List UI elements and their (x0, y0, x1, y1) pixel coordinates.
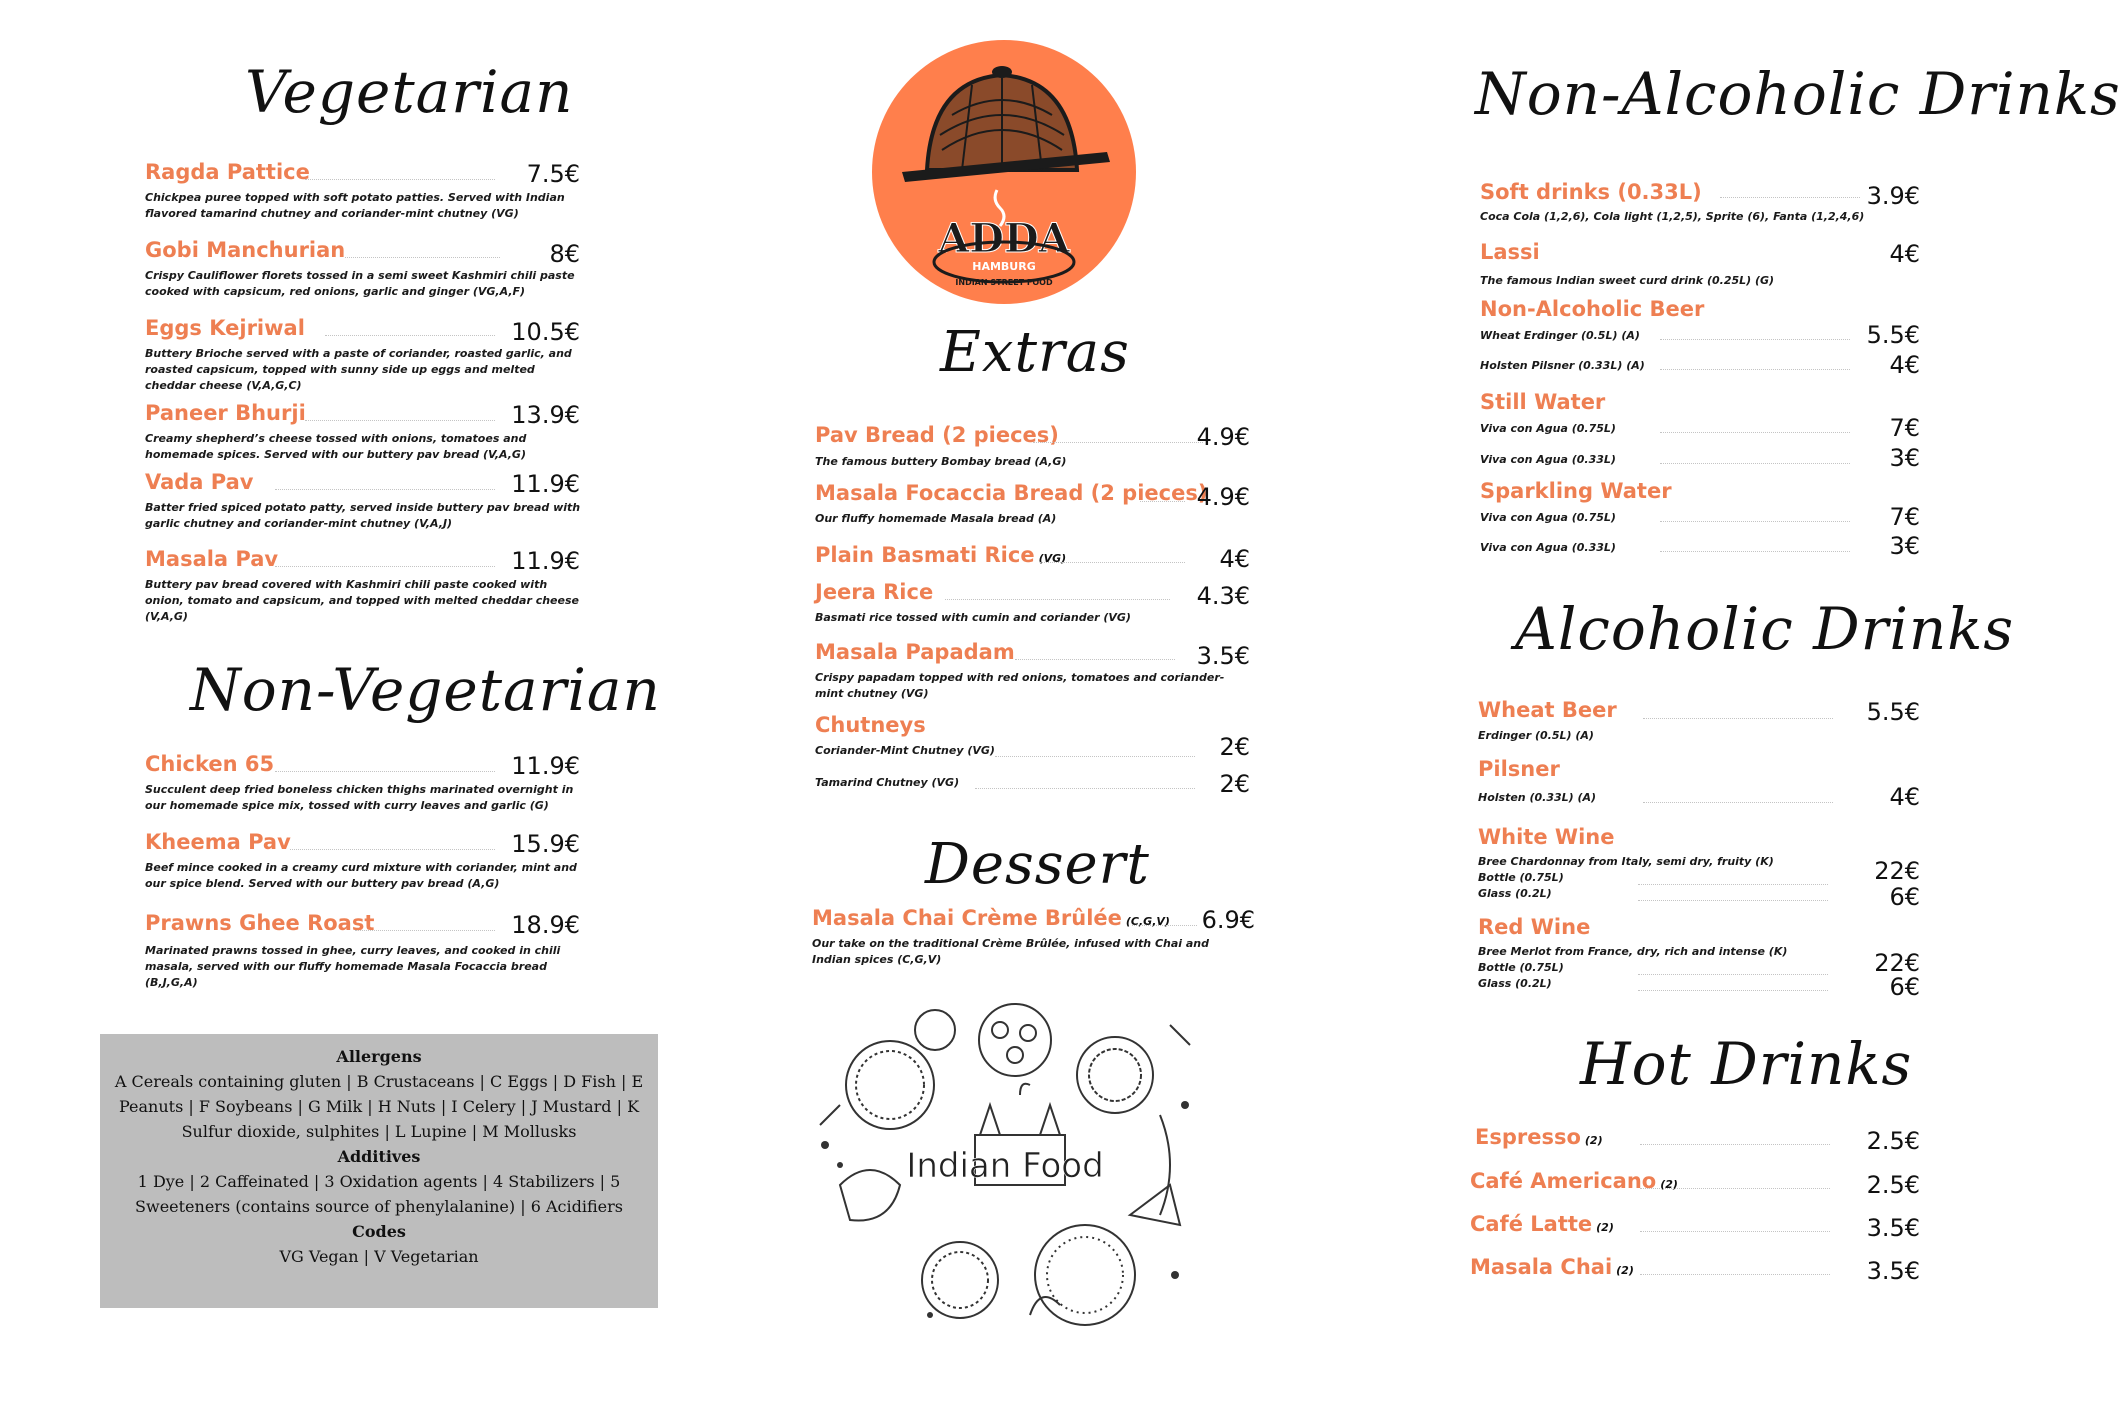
item-price: 3.5€ (1196, 642, 1250, 670)
item-description: Batter fried spiced potato patty, served inside buttery pav bread with garlic chutney and coriander-mint chutney (V,A,J) (145, 501, 581, 530)
item-name: Masala Chai (2) (1470, 1255, 1634, 1279)
item-description: Succulent deep fried boneless chicken thighs marinated overnight in our homemade spice mix, tossed with curry leaves and garlic (G) (145, 783, 574, 812)
additives-list: 1 Dye | 2 Caffeinated | 3 Oxidation agents | 4 Stabilizers | 5 Sweeteners (contains source of phenylalanine) | 6 Acidifiers (135, 1172, 623, 1216)
leader-dots (305, 179, 495, 180)
item-name: Prawns Ghee Roast (145, 911, 375, 935)
codes-list: VG Vegan | V Vegetarian (279, 1247, 479, 1266)
item-description: Bree Merlot from France, dry, rich and intense (K) (1478, 945, 1788, 958)
item-name: Masala Pav (145, 547, 279, 571)
item-name: Wheat Beer (1478, 698, 1617, 722)
item-name: Ragda Pattice (145, 160, 310, 184)
allergens-title: Allergens (336, 1047, 422, 1066)
item-description: Holsten (0.33L) (A) (1478, 791, 1597, 804)
svg-text:Indian Food: Indian Food (906, 1146, 1104, 1186)
wine-glass-label: Glass (0.2L) (1478, 887, 1552, 900)
food-wreath-icon (780, 985, 1230, 1340)
chutney-label: Coriander-Mint Chutney (VG) (815, 744, 995, 757)
section-title-alcoholic: Alcoholic Drinks (1515, 595, 2015, 663)
item-description: Beef mince cooked in a creamy curd mixture with coriander, mint and our spice blend. Served with our buttery pav bread (A,G) (145, 861, 577, 890)
leader-dots (275, 489, 495, 490)
item-price: 3.5€ (1866, 1214, 1920, 1242)
item-price: 4.9€ (1196, 423, 1250, 451)
section-title-extras: Extras (940, 320, 1130, 385)
item-name: Gobi Manchurian (145, 238, 346, 262)
item-price: 6€ (1889, 883, 1920, 911)
item-price: 3.9€ (1866, 182, 1920, 210)
additives-title: Additives (337, 1147, 421, 1166)
item-name: Espresso (2) (1475, 1125, 1603, 1149)
item-name: Sparkling Water (1480, 479, 1672, 503)
item-description: Erdinger (0.5L) (A) (1478, 729, 1594, 742)
item-price: 2.5€ (1866, 1171, 1920, 1199)
leader-dots (1640, 1231, 1830, 1232)
item-price: 4€ (1889, 240, 1920, 268)
leader-dots (1040, 562, 1185, 563)
wine-bottle-label: Bottle (0.75L) (1478, 961, 1564, 974)
leader-dots (1640, 1274, 1830, 1275)
item-description: Crispy Cauliflower florets tossed in a semi sweet Kashmiri chili paste cooked with capsicum, red onions, garlic and ginger (VG,A,F) (145, 269, 575, 298)
item-name: Kheema Pav (145, 830, 291, 854)
item-description: Coca Cola (1,2,6), Cola light (1,2,5), Sprite (6), Fanta (1,2,4,6) (1480, 210, 1865, 223)
item-price: 13.9€ (511, 401, 580, 429)
item-description: Buttery pav bread covered with Kashmiri chili paste cooked with onion, tomato and capsicum, and topped with melted cheddar cheese (V,A,G) (145, 578, 579, 623)
item-price: 15.9€ (511, 830, 580, 858)
section-title-vegetarian: Vegetarian (245, 58, 574, 126)
leader-dots (1140, 501, 1185, 502)
item-name: Masala Chai Crème Brûlée (C,G,V) (812, 906, 1170, 930)
codes-title: Codes (352, 1222, 406, 1241)
item-price: 7.5€ (526, 160, 580, 188)
item-price: 3.5€ (1866, 1257, 1920, 1285)
item-name: Chicken 65 (145, 752, 275, 776)
item-name: Café Latte (2) (1470, 1212, 1614, 1236)
drink-option: Viva con Agua (0.33L) (1480, 541, 1616, 554)
item-price: 11.9€ (511, 470, 580, 498)
item-price: 22€ (1874, 857, 1920, 885)
leader-dots (1660, 551, 1850, 552)
item-name: Pav Bread (2 pieces) (815, 423, 1059, 447)
leader-dots (1638, 974, 1828, 975)
item-name: Masala Papadam (815, 640, 1015, 664)
drink-option: Holsten Pilsner (0.33L) (A) (1480, 359, 1645, 372)
allergens-box (100, 1034, 658, 1308)
leader-dots (1660, 521, 1850, 522)
leader-dots (275, 771, 495, 772)
leader-dots (1643, 718, 1833, 719)
restaurant-logo (872, 40, 1136, 304)
item-price: 8€ (549, 240, 580, 268)
leader-dots (1660, 432, 1850, 433)
svg-text:ADDA: ADDA (938, 215, 1070, 262)
svg-text:INDIAN STREET FOOD: INDIAN STREET FOOD (955, 278, 1053, 287)
item-name: Pilsner (1478, 757, 1560, 781)
svg-text:HAMBURG: HAMBURG (972, 260, 1036, 273)
allergens-list: A Cereals containing gluten | B Crustaceans | C Eggs | D Fish | E Peanuts | F Soybeans | G Milk | H Nuts | I Celery | J Mustard | K Sulfur dioxide, sulphites | L Lupine | M Mollusks (114, 1072, 644, 1141)
leader-dots (1660, 463, 1850, 464)
item-name: Plain Basmati Rice (VG) (815, 543, 1067, 567)
item-name: Vada Pav (145, 470, 254, 494)
wine-bottle-label: Bottle (0.75L) (1478, 871, 1564, 884)
leader-dots (1720, 197, 1860, 198)
leader-dots (995, 756, 1195, 757)
leader-dots (1643, 802, 1833, 803)
leader-dots (1660, 369, 1850, 370)
item-price: 6.9€ (1201, 906, 1255, 934)
item-description: Our fluffy homemade Masala bread (A) (815, 512, 1057, 525)
item-price: 2€ (1219, 770, 1250, 798)
drink-option: Viva con Agua (0.33L) (1480, 453, 1616, 466)
item-price: 11.9€ (511, 752, 580, 780)
chutney-label: Tamarind Chutney (VG) (815, 776, 960, 789)
item-price: 4€ (1889, 783, 1920, 811)
section-title-hot-drinks: Hot Drinks (1580, 1030, 1913, 1098)
leader-dots (355, 930, 495, 931)
item-name: Non-Alcoholic Beer (1480, 297, 1705, 321)
item-price: 22€ (1874, 949, 1920, 977)
section-title-non-alcoholic: Non-Alcoholic Drinks (1475, 60, 2121, 128)
item-price: 7€ (1889, 503, 1920, 531)
item-price: 6€ (1889, 973, 1920, 1001)
item-price: 4€ (1889, 351, 1920, 379)
leader-dots (1640, 1144, 1830, 1145)
leader-dots (1638, 900, 1828, 901)
item-description: Bree Chardonnay from Italy, semi dry, fruity (K) (1478, 855, 1774, 868)
item-description: Our take on the traditional Crème Brûlée, infused with Chai and Indian spices (C,G,V) (812, 937, 1210, 966)
item-description: Basmati rice tossed with cumin and coriander (VG) (815, 611, 1131, 624)
item-price: 3€ (1889, 532, 1920, 560)
section-title-non-vegetarian: Non-Vegetarian (190, 656, 661, 724)
item-price: 2.5€ (1866, 1127, 1920, 1155)
leader-dots (1132, 925, 1197, 926)
leader-dots (975, 788, 1195, 789)
section-title-dessert: Dessert (925, 832, 1150, 897)
item-name: White Wine (1478, 825, 1615, 849)
item-price: 7€ (1889, 414, 1920, 442)
indian-food-illustration (780, 985, 1230, 1340)
wine-glass-label: Glass (0.2L) (1478, 977, 1552, 990)
leader-dots (1638, 990, 1828, 991)
item-price: 5.5€ (1866, 698, 1920, 726)
item-price: 5.5€ (1866, 321, 1920, 349)
item-description: Buttery Brioche served with a paste of coriander, roasted garlic, and roasted capsicum, topped with sunny side up eggs and melted cheddar cheese (V,A,G,C) (145, 347, 572, 392)
item-price: 4€ (1219, 545, 1250, 573)
leader-dots (275, 566, 495, 567)
leader-dots (1033, 442, 1203, 443)
leader-dots (1640, 1188, 1830, 1189)
item-name: Soft drinks (0.33L) (1480, 180, 1702, 204)
leader-dots (345, 257, 500, 258)
item-description: Crispy papadam topped with red onions, tomatoes and coriander-mint chutney (VG) (815, 671, 1225, 700)
item-price: 4.9€ (1196, 483, 1250, 511)
item-name: Still Water (1480, 390, 1606, 414)
item-description: Creamy shepherd’s cheese tossed with onions, tomatoes and homemade spices. Served with our buttery pav bread (V,A,G) (145, 432, 527, 461)
item-description: The famous buttery Bombay bread (A,G) (815, 455, 1067, 468)
drink-option: Viva con Agua (0.75L) (1480, 422, 1616, 435)
item-price: 18.9€ (511, 911, 580, 939)
item-description: Chickpea puree topped with soft potato patties. Served with Indian flavored tamarind chutney and coriander-mint chutney (VG) (145, 191, 565, 220)
leader-dots (290, 849, 495, 850)
item-price: 4.3€ (1196, 582, 1250, 610)
drink-option: Wheat Erdinger (0.5L) (A) (1480, 329, 1640, 342)
item-price: 11.9€ (511, 547, 580, 575)
item-description: Marinated prawns tossed in ghee, curry leaves, and cooked in chili masala, served with our fluffy homemade Masala Focaccia bread (B,J,G,A) (145, 944, 561, 989)
leader-dots (945, 599, 1170, 600)
leader-dots (1638, 884, 1828, 885)
item-price: 3€ (1889, 444, 1920, 472)
leader-dots (305, 420, 495, 421)
item-name: Chutneys (815, 713, 926, 737)
item-name: Red Wine (1478, 915, 1591, 939)
item-price: 10.5€ (511, 318, 580, 346)
item-name: Paneer Bhurji (145, 401, 306, 425)
leader-dots (1660, 339, 1850, 340)
leader-dots (1015, 659, 1175, 660)
item-name: Café Americano (2) (1470, 1169, 1678, 1193)
item-name: Masala Focaccia Bread (2 pieces) (815, 481, 1208, 505)
item-description: The famous Indian sweet curd drink (0.25L) (G) (1480, 274, 1775, 287)
drink-option: Viva con Agua (0.75L) (1480, 511, 1616, 524)
item-name: Eggs Kejriwal (145, 316, 305, 340)
cloche-icon (872, 40, 1136, 304)
item-price: 2€ (1219, 733, 1250, 761)
leader-dots (325, 335, 495, 336)
item-name: Jeera Rice (815, 580, 934, 604)
item-name: Lassi (1480, 240, 1540, 264)
